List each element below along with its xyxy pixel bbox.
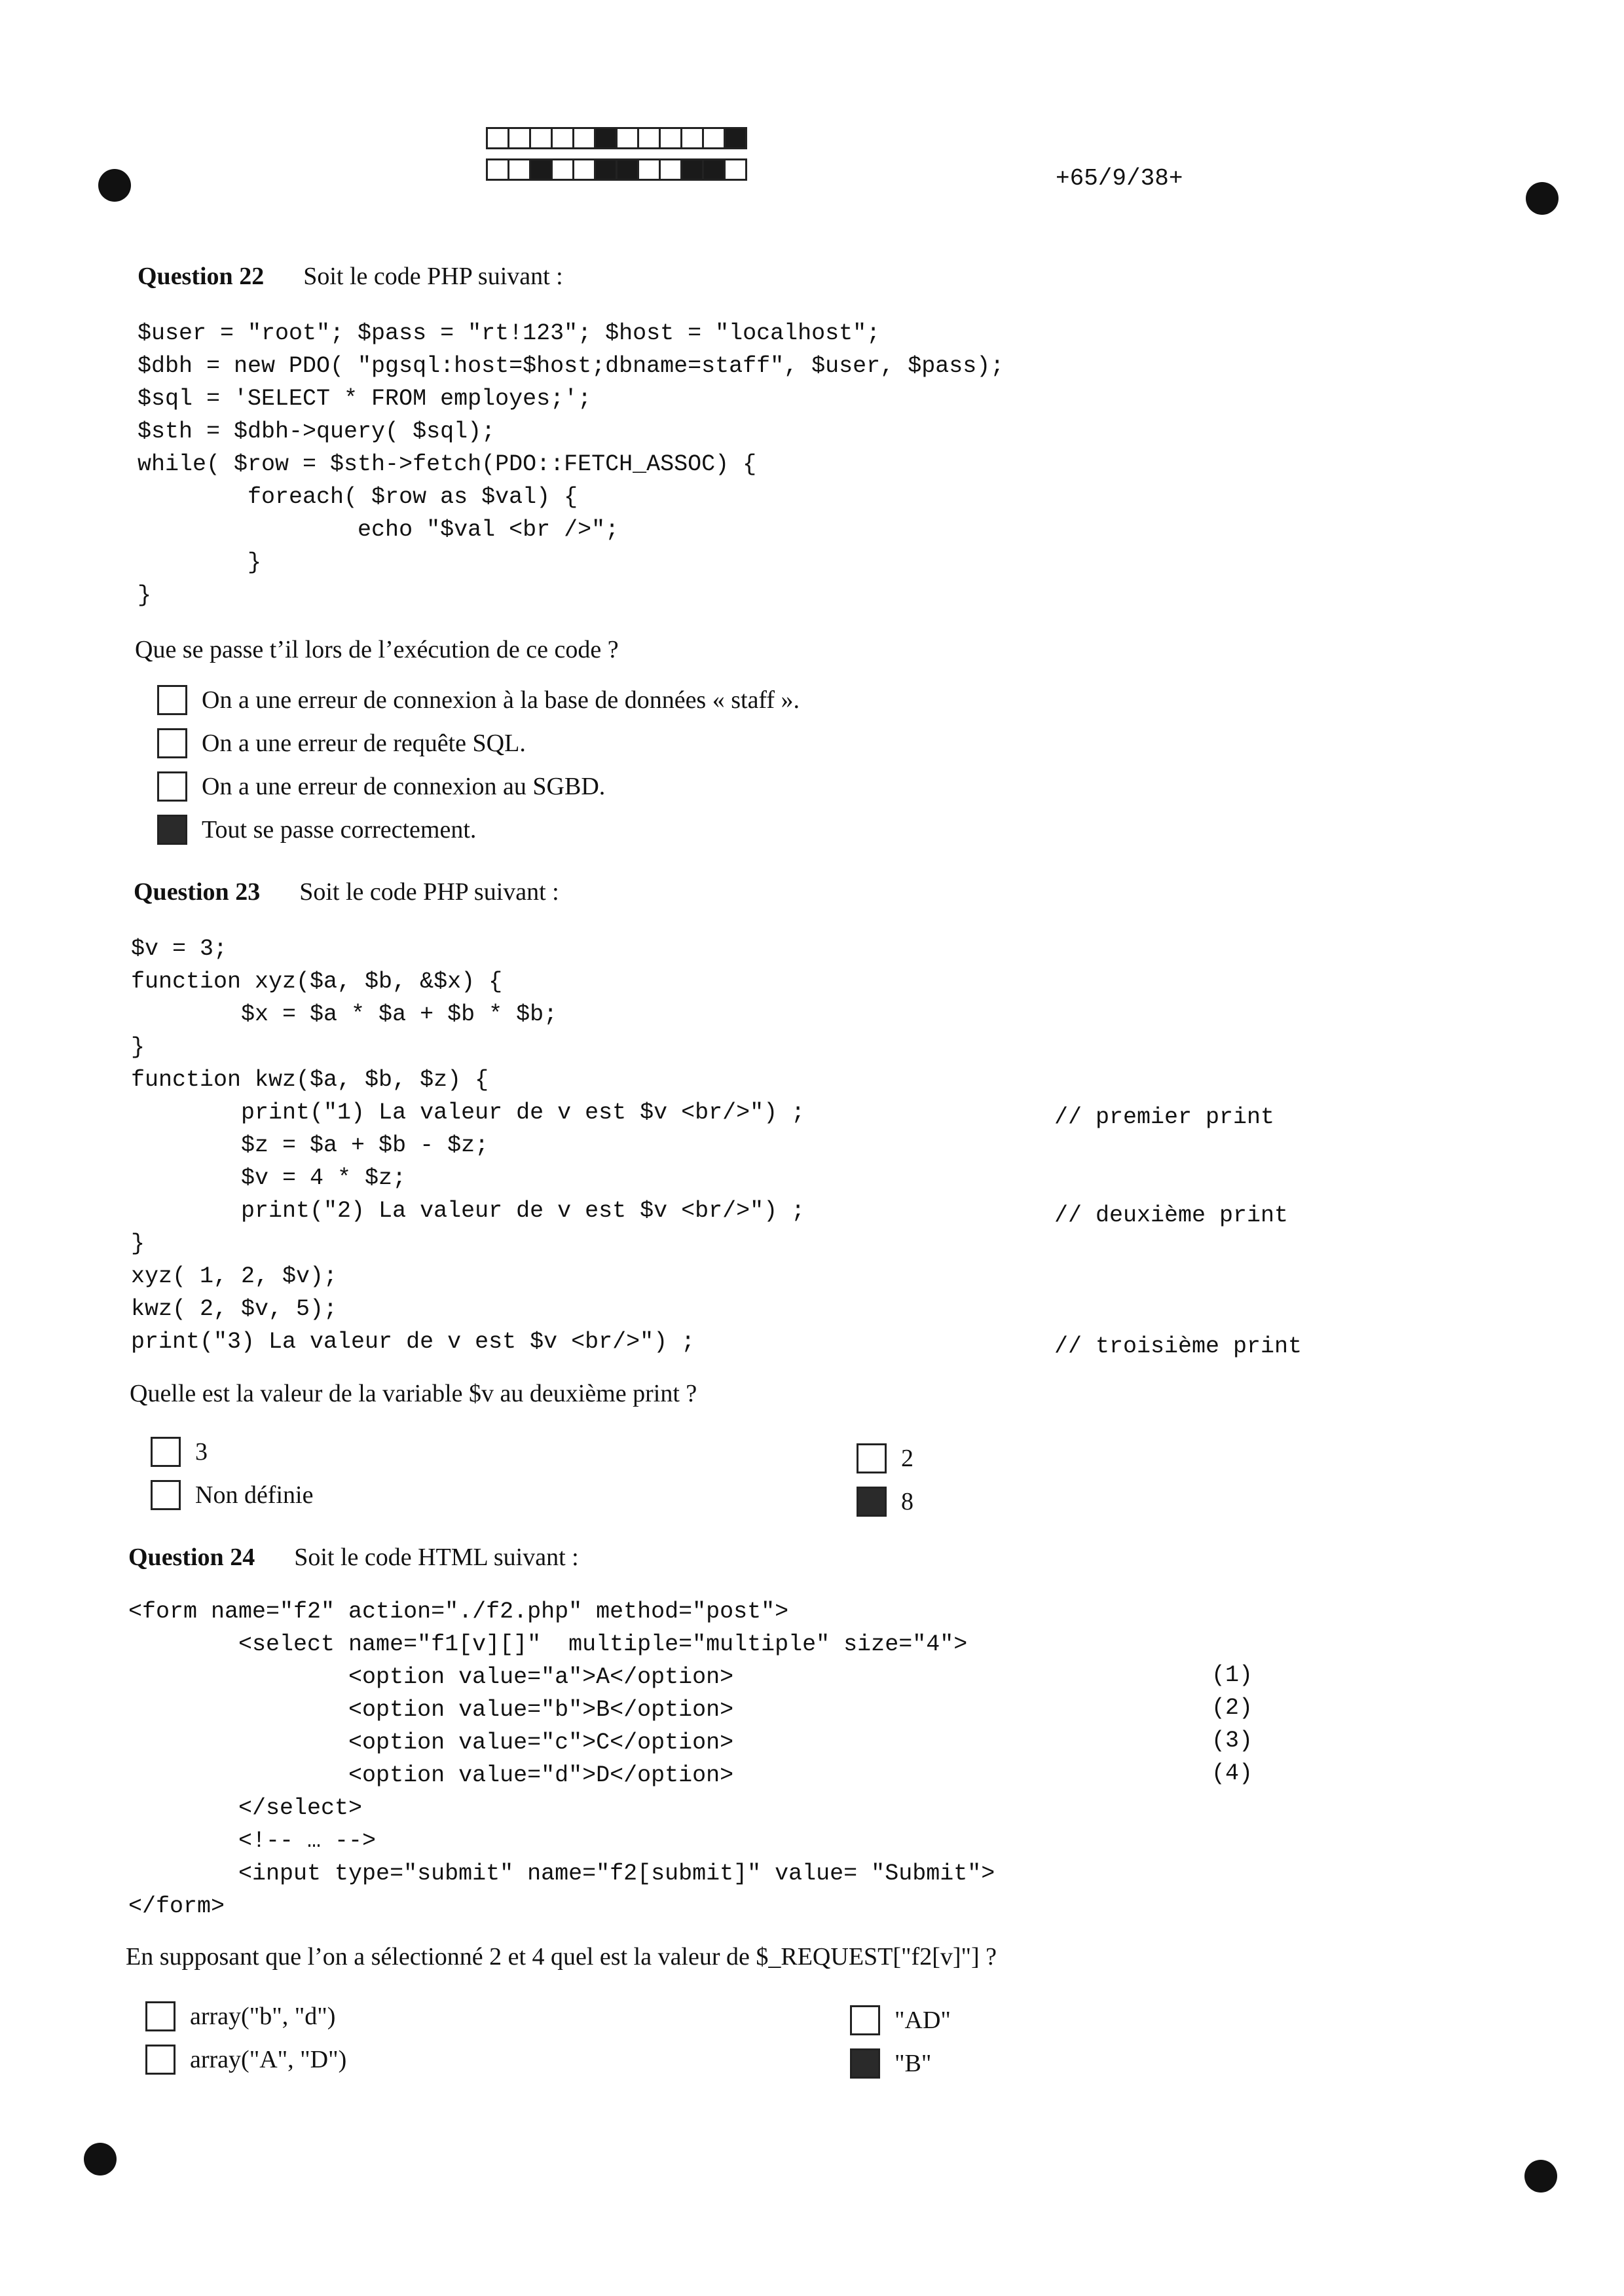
barcode-cell	[680, 158, 704, 181]
comment-premier-print: // premier print	[1054, 1104, 1275, 1130]
checkbox[interactable]	[157, 815, 187, 845]
barcode-cell	[572, 158, 596, 181]
comment-deuxieme-print: // deuxième print	[1054, 1202, 1289, 1229]
question-22-code: $user = "root"; $pass = "rt!123"; $host = "localhost"; $dbh = new PDO( "pgsql:host=$host;dbname=staff", $user, $pass); $sql = 'SELECT * FROM employes;'; $sth = $dbh->query( $sql); while( $row = $sth->fetch(PDO::FETCH_ASSOC) { foreach( $row as $val) { echo "$val <br />"; } }	[138, 320, 1005, 608]
option-label: "AD"	[895, 2007, 951, 2034]
q23-option-3[interactable]	[151, 1437, 208, 1467]
registration-mark-top-left	[98, 169, 131, 202]
q23-option-non-definie[interactable]	[151, 1480, 313, 1510]
barcode-cell	[572, 127, 596, 149]
option-label: Tout se passe correctement.	[202, 816, 477, 843]
option-label: 2	[901, 1445, 913, 1472]
q23-option-8[interactable]	[857, 1487, 913, 1517]
checkbox[interactable]	[157, 685, 187, 715]
option-label: array("A", "D")	[190, 2046, 347, 2073]
option-label: "B"	[895, 2050, 932, 2077]
line-number-4: (4)	[1211, 1760, 1253, 1787]
option-label: On a une erreur de connexion au SGBD.	[202, 773, 606, 800]
checkbox[interactable]	[850, 2005, 880, 2035]
checkbox[interactable]	[157, 771, 187, 802]
checkbox[interactable]	[857, 1443, 887, 1473]
question-intro: Soit le code HTML suivant :	[294, 1544, 579, 1571]
question-number: Question 23	[134, 878, 261, 906]
question-intro: Soit le code PHP suivant :	[299, 878, 559, 906]
option-label: On a une erreur de requête SQL.	[202, 730, 526, 757]
question-23-heading	[134, 878, 559, 906]
barcode-cell	[724, 127, 747, 149]
checkbox[interactable]	[145, 2045, 175, 2075]
q24-option-AD[interactable]	[850, 2005, 951, 2035]
option-label: On a une erreur de connexion à la base de données « staff ».	[202, 686, 800, 714]
barcode-cell	[486, 127, 509, 149]
barcode-cell	[507, 158, 531, 181]
barcode-cell	[594, 158, 618, 181]
barcode-cell	[702, 158, 726, 181]
barcode-cell	[507, 127, 531, 149]
q22-option-3[interactable]	[157, 771, 605, 802]
question-24-prompt: En supposant que l’on a sélectionné 2 et 4 quel est la valeur de $_REQUEST["f2[v]"] ?	[126, 1943, 997, 1971]
q24-option-B[interactable]	[850, 2048, 931, 2079]
checkbox[interactable]	[850, 2048, 880, 2079]
barcode-cell	[702, 127, 726, 149]
checkbox[interactable]	[145, 2001, 175, 2031]
option-label: 8	[901, 1488, 913, 1515]
question-number: Question 22	[138, 263, 265, 290]
barcode-row-2	[488, 158, 747, 181]
question-22-heading	[138, 262, 563, 291]
q22-option-2[interactable]	[157, 728, 526, 758]
line-number-1: (1)	[1211, 1662, 1253, 1688]
option-label: 3	[195, 1438, 208, 1466]
q24-option-array-A-D[interactable]	[145, 2045, 346, 2075]
barcode-cell	[529, 127, 553, 149]
barcode-cell	[637, 127, 661, 149]
question-23-code: $v = 3; function xyz($a, $b, &$x) { $x = $a * $a + $b * $b; } function kwz($a, $b, $z) { print("1) La valeur de v est $v <br/>") ; $z = $a + $b - $z; $v = 4 * $z; print("2) La valeur de v est $v <br/>") ; } xyz( 1, 2, $v); kwz( 2, $v, 5); print("3) La valeur de v est $v <br/>") ;	[131, 936, 805, 1355]
registration-mark-bottom-left	[84, 2143, 117, 2176]
question-23-prompt: Quelle est la valeur de la variable $v au deuxième print ?	[130, 1380, 697, 1407]
question-number: Question 24	[128, 1544, 255, 1571]
question-22-prompt: Que se passe t’il lors de l’exécution de ce code ?	[135, 636, 619, 663]
checkbox[interactable]	[151, 1480, 181, 1510]
barcode-cell	[551, 158, 574, 181]
barcode-cell	[680, 127, 704, 149]
checkbox[interactable]	[151, 1437, 181, 1467]
barcode-row-1	[488, 127, 747, 149]
option-label: Non définie	[195, 1481, 314, 1509]
barcode-cell	[724, 158, 747, 181]
option-label: array("b", "d")	[190, 2003, 336, 2030]
checkbox[interactable]	[157, 728, 187, 758]
line-number-2: (2)	[1211, 1695, 1253, 1721]
q24-option-array-b-d[interactable]	[145, 2001, 335, 2031]
q22-option-4[interactable]	[157, 815, 476, 845]
checkbox[interactable]	[857, 1487, 887, 1517]
registration-mark-top-right	[1526, 182, 1559, 215]
barcode-cell	[659, 127, 682, 149]
barcode-cell	[616, 127, 639, 149]
registration-mark-bottom-right	[1524, 2160, 1557, 2193]
barcode-cell	[594, 127, 618, 149]
q23-option-2[interactable]	[857, 1443, 913, 1473]
question-intro: Soit le code PHP suivant :	[303, 263, 563, 290]
sheet-id: +65/9/38+	[1056, 165, 1183, 192]
comment-troisieme-print: // troisième print	[1054, 1333, 1302, 1360]
barcode-cell	[551, 127, 574, 149]
barcode-cell	[659, 158, 682, 181]
q22-option-1[interactable]	[157, 685, 800, 715]
line-number-3: (3)	[1211, 1728, 1253, 1754]
barcode-cell	[486, 158, 509, 181]
question-24-code: <form name="f2" action="./f2.php" method="post"> <select name="f1[v][]" multiple="multiple" size="4"> <option value="a">A</option> <option value="b">B</option> <option value="c">C</option> <option value="d">D</option> </select> <!-- … --> <input type="submit" name="f2[submit]" value= "Submit"> </form>	[128, 1599, 995, 1919]
question-24-heading	[128, 1543, 579, 1572]
barcode-cell	[529, 158, 553, 181]
barcode-cell	[616, 158, 639, 181]
barcode-cell	[637, 158, 661, 181]
